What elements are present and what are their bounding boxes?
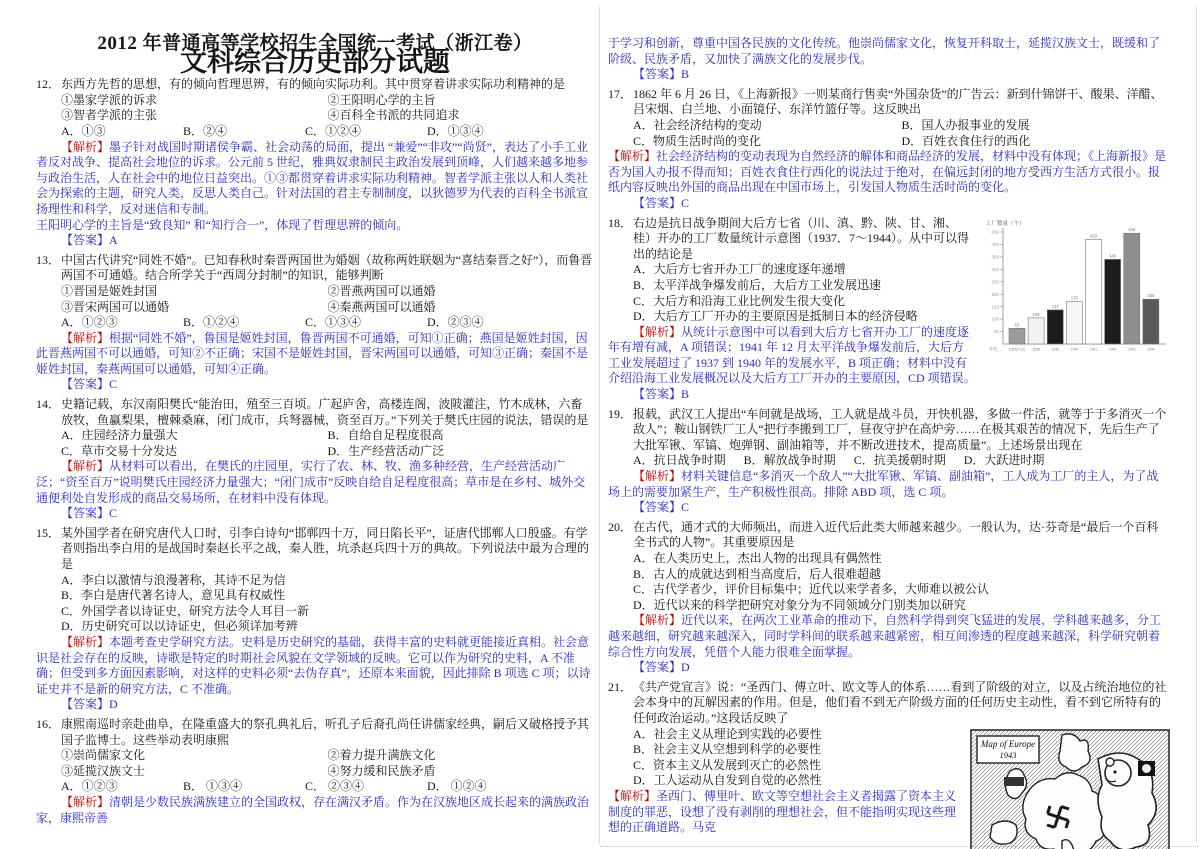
answer-line: [608, 660, 1170, 676]
numbered-option-item: ④努力缓和民族矛盾: [327, 763, 436, 778]
choice-item: C．资本主义从发展到灭亡的必然性: [633, 757, 822, 772]
europe-1943-map-figure: [970, 729, 1170, 849]
choice-item: B．①②④: [183, 315, 240, 330]
chart-text: 340: [1109, 252, 1117, 258]
left-column: [36, 33, 594, 830]
analysis-text: 本题考查史学研究方法。史料是历史研究的基础，获得丰富的史料就更能接近真相。社会意识是社会存在的反映，诗歌是特定的时期社会风貌在文学领域的反映。它可以作为研究的史料，A 不准确；但受到多方面因素影响，对这样的史料必须“去伪存真”，还原本来面貌，因此排除 B 项选 C 项；以诗证史并不是新的研究方法，C 不准确。: [36, 634, 591, 696]
choice-list: [608, 118, 1170, 149]
question-stem-text: 右边是抗日战争期间大后方七省（川、滇、黔、陕、甘、湘、桂）开办的工厂数量统计示意图（1937．7～1944）。从中可以得出的结论是: [633, 215, 970, 261]
question-stem: [36, 397, 594, 428]
chart-text: 300: [991, 266, 999, 272]
question-16: [36, 717, 594, 826]
choice-list: [36, 428, 594, 459]
answer-value: C: [681, 500, 690, 515]
map-caption-line1: Map of Europe: [980, 738, 1036, 749]
numbered-option-item: ③智者学派的主张: [61, 108, 158, 123]
analysis-text: 墨子针对战国时期诸侯争霸、社会动荡的局面，提出 “兼爱”“非攻”“尚贤”，表达了小手工业者反对战争、提高社会地位的诉求。公元前 5 世纪，雅典奴隶制民主政治发展到顶峰，人们越来越多地参与政治生活，人在社会中的地位日益突出。①③都贯穿着讲求实际功利精神。智者学派主张以人和人类社会为探索的主题，研究人类，反思人类自己。针对法国的君主专制制度，以狄德罗为代表的百科全书派宣扬理性和科学，反对迷信和专制。: [36, 139, 589, 216]
answer-label: 【答案】: [633, 195, 682, 210]
choice-list: [36, 124, 594, 140]
answer-label: 【答案】: [633, 500, 682, 515]
chart-text: 180: [1147, 292, 1155, 298]
chart-bar-1941: [1086, 239, 1102, 344]
map-portrait-face: [1142, 764, 1151, 773]
choice-list: [36, 573, 594, 635]
chart-text: 50: [993, 328, 999, 334]
chart-text: 250: [991, 278, 999, 284]
analysis-label: 【解析】: [61, 139, 110, 154]
choice-item: C．古代学者少，评价目标集中；近代以来学者多，大师难以被公认: [633, 582, 990, 597]
numbered-options: [36, 748, 594, 779]
analysis-paragraph: [608, 36, 1170, 67]
numbered-option-item: ①晋国是姬姓封国: [61, 283, 158, 298]
chart-text: 1942: [1108, 347, 1117, 352]
exam-title: 2012 年普通高等学校招生全国统一考试（浙江卷）: [97, 33, 533, 54]
chart-text: 1940: [1070, 347, 1079, 352]
question-number: 15．: [36, 525, 61, 540]
choice-item: A．社会经济结构的变动: [633, 117, 762, 132]
analysis-label: 【解析】: [608, 788, 657, 803]
numbered-option-item: ④百科全书派的共同追求: [327, 108, 460, 123]
numbered-option-item: ②晋燕两国可以通婚: [327, 283, 436, 298]
chart-axis: [1003, 228, 1166, 344]
answer-value: B: [681, 67, 690, 82]
question-number: 14．: [36, 397, 61, 412]
analysis-label: 【解析】: [61, 330, 110, 345]
choice-item: A．①②③: [61, 315, 118, 330]
map-bear-ear: [1106, 758, 1114, 766]
analysis-label: 【解析】: [61, 459, 110, 474]
analysis-text: 清朝是少数民族满族建立的全国政权，存在满汉矛盾。作为在汉族地区成长起来的满族政治家，康熙帝善: [36, 794, 590, 825]
chart-bar-1937(7-12): [1009, 328, 1025, 344]
question-number: 20．: [608, 519, 633, 534]
choice-item: D．②③④: [427, 315, 484, 330]
question-number: 17．: [608, 86, 633, 101]
question-number: 18．: [608, 215, 633, 230]
chart-bar-1943: [1124, 233, 1140, 344]
chart-bar-1944: [1143, 299, 1159, 344]
analysis-paragraph: [608, 149, 1170, 196]
analysis-paragraph: [36, 635, 594, 697]
chart-text: 1938: [1032, 347, 1040, 352]
numbered-options: [36, 284, 594, 315]
choice-list: [36, 779, 594, 795]
analysis-text: 根据“同姓不婚”，鲁国是姬姓封国，鲁晋两国不可通婚，可知①正确；燕国是姬姓封国，因此晋燕两国不可以通婚，可知②不正确；宋国不是姬姓封国，晋宋两国可以通婚，可知③正确；秦国不是姬姓封国，秦燕两国可以通婚，可知④正确。: [36, 330, 589, 376]
analysis-text: 王阳明心学的主旨是“致良知” 和“知行合一”，体现了哲理思辨的倾向。: [36, 217, 409, 232]
answer-value: D: [109, 697, 118, 712]
chart-text: 150: [991, 303, 999, 309]
question-stem-text: 东西方先哲的思想，有的倾向哲理思辨，有的倾向实际功利。其中贯穿着讲求实际功利精神的是: [61, 77, 566, 92]
chart-text: 105: [1032, 311, 1040, 317]
choice-item: B．古人的成就达到相当高度后，后人很难超越: [633, 566, 882, 581]
chart-bar-1938: [1028, 317, 1044, 343]
choice-item: D． ①②④: [427, 779, 487, 794]
chart-text: 1943: [1127, 347, 1136, 352]
choice-item: D．百姓衣食住行的西化: [901, 133, 1031, 148]
choice-list: [608, 453, 1170, 469]
answer-value: A: [109, 233, 118, 248]
answer-value: C: [109, 377, 118, 392]
answer-label: 【答案】: [61, 506, 110, 521]
question-stem: [36, 526, 594, 573]
chart-text: 445: [1128, 226, 1136, 232]
question-stem: [608, 520, 1170, 551]
map-caption-line2: 1943: [999, 749, 1017, 760]
chart-text: 170: [1070, 295, 1078, 301]
analysis-paragraph: [36, 331, 594, 378]
question-number: 21．: [608, 679, 633, 694]
chart-text: 400: [991, 241, 999, 247]
choice-item: D．①③④: [427, 123, 484, 138]
question-stem-text: 中国古代讲究“同姓不婚”。已知春秋时秦晋两国世为婚姻（故称两姓联姻为“喜结秦晋之好”），而鲁晋两国不可通婚。结合所学关于“西周分封制”的知识，能够判断: [61, 252, 593, 283]
chart-text: 420: [1090, 232, 1097, 238]
question-stem: [36, 717, 594, 748]
numbered-option-item: ①墨家学派的诉求: [61, 92, 158, 107]
question-stem-text: 《共产党宣言》说：“圣西门、傅立叶、欧文等人的体系……看到了阶级的对立，以及占统治地位的社会本身中的瓦解因素的作用。但是，他们看不到无产阶级方面的任何历史主动性，看不到它所特有的任何政治运动。”这段话反映了: [633, 679, 1167, 725]
question-stem: [608, 87, 1170, 118]
left-column-flow: [36, 77, 594, 826]
analysis-label: 【解析】: [633, 324, 682, 339]
choice-item: C．①②④: [305, 123, 362, 138]
chart-bar-1939: [1047, 309, 1063, 343]
question-stem-text: 1862 年 6 月 26 日，《上海新报》一则某商行售卖“外国杂货”的广告云：新到什锦饼干、酸果、洋醋、吕宋烟、白兰地、小面镜仔、东洋竹篮仔等。这反映出: [633, 86, 1163, 117]
question-20: [608, 520, 1170, 676]
analysis-paragraph: [36, 459, 594, 506]
choice-list: [36, 315, 594, 331]
analysis-label: 【解析】: [608, 149, 657, 164]
choice-list: [608, 551, 1170, 613]
question-stem-text: 某外国学者在研究唐代人口时，引李白诗句“邯郸四十万，同日陷长平”，证唐代邯郸人口殷盛。有学者则指出李白用的是战国时秦赵长平之战，秦人胜，坑杀赵兵四十万的典故。下列说法中最为合理的是: [61, 525, 590, 571]
factory-count-chart-figure: [982, 216, 1170, 366]
question-stem-text: 康熙南巡时亲赴曲阜，在隆重盛大的祭孔典礼后，听孔子后裔孔尚任讲儒家经典，嗣后又破格授予其国子监博士。这些举动表明康熙: [61, 716, 590, 747]
answer-label: 【答案】: [61, 377, 110, 392]
analysis-text: 从材料可以看出，在樊氏的庄园里，实行了农、林、牧、渔多种经营，生产经营活动广泛；“资至百万”说明樊氏庄园经济力量强大；“闭门成市”反映自给自足程度很高；草市是在乡村、城外交通便利处自发形成的商品交易场所，在材料中没有体现。: [36, 459, 586, 505]
chart-text: 1937(7-12): [1008, 347, 1026, 352]
question-stem: [36, 77, 594, 93]
analysis-text: 从统计示意图中可以看到大后方七省开办工厂的速度逐年有增有减，A 项错误；1941 年 12 月太平洋战争爆发前后，大后方工业发展超过了 1937 到 1940 年的发展水平，B 项正确；材料中没有介绍沿海工业发展概况以及大后方工厂开办的主要原因，CD 项错误。: [608, 324, 976, 386]
question-stem-text: 史籍记载，东汉南阳樊氏“能治田，殖至三百顷。广起庐舍，高楼连阁，波陂灌注，竹木成林，六畜放牧，鱼蠃梨果，檀棘桑麻，闭门成市，兵弩器械，资至百万。”下列关于樊氏庄园的说法，错误的是: [61, 397, 589, 427]
choice-item: C．抗美援朝时期: [853, 453, 946, 468]
analysis-text: 材料关键信息“多消灭一个敌人”“大批军锹、军镐、副油箱”，工人成为工厂的主人，为了战场上的需要加紧生产，生产积极性很高。排除 ABD 项，选 C 项。: [608, 469, 1159, 499]
analysis-text: 圣西门、傅里叶、欧文等空想社会主义者揭露了资本主义制度的罪恶，设想了没有剥削的理想社会，但不能指明实现这些理想的正确道路。马克: [608, 788, 957, 835]
factory-count-chart: [982, 216, 1170, 366]
chart-text: 1939: [1051, 347, 1060, 352]
answer-label: 【答案】: [61, 233, 110, 248]
chart-text: 1944: [1147, 347, 1155, 352]
chart-text: 工厂数量（个）: [986, 220, 1025, 227]
question-stem: [608, 680, 1170, 727]
analysis-paragraph: [36, 140, 594, 218]
choice-item: C．①③④: [305, 315, 362, 330]
answer-label: 【答案】: [633, 67, 682, 82]
question-12: [36, 77, 594, 249]
question-number: 13．: [36, 252, 61, 267]
question-14: [36, 397, 594, 522]
chart-text: 350: [991, 254, 999, 260]
answer-line: [36, 233, 594, 249]
answer-line: [608, 67, 1170, 83]
numbered-option-item: ②着力提升满族文化: [327, 748, 436, 763]
question-number: 16．: [36, 716, 61, 731]
chart-bar-1942: [1105, 259, 1121, 344]
map-bear-eye: [1113, 770, 1116, 773]
analysis-paragraph: [608, 613, 1170, 660]
choice-item: A．社会主义从理论到实践的必要性: [633, 726, 822, 741]
choice-item: A．在人类历史上，杰出人物的出现具有偶然性: [633, 551, 882, 565]
column-divider: [599, 6, 600, 843]
choice-item: C．大后方和沿海工业比例发生很大变化: [633, 293, 846, 308]
choice-item: D．生产经营活动广泛: [327, 443, 445, 458]
answer-line: [36, 506, 594, 522]
answer-value: C: [109, 506, 118, 521]
chart-bar-1940: [1066, 301, 1082, 343]
question-number: 12．: [36, 77, 61, 92]
chart-text: 450: [991, 229, 999, 235]
right-column: [608, 36, 1170, 849]
choice-item: B．李白是唐代著名诗人，意见具有权威性: [61, 588, 286, 603]
choice-item: A．①②③: [61, 779, 118, 794]
question-13: [36, 253, 594, 393]
analysis-label: 【解析】: [633, 613, 682, 628]
choice-item: B．国人办报事业的发展: [901, 117, 1030, 132]
numbered-option-item: ②王阳明心学的主旨: [327, 92, 436, 107]
choice-item: C．物质生活时尚的变化: [633, 133, 762, 148]
choice-item: A．抗日战争时期: [633, 453, 726, 468]
chart-text: 137: [1051, 303, 1059, 309]
choice-item: D．历史研究可以以诗证史，但必须详加考辨: [61, 619, 298, 634]
numbered-option-item: ①崇尚儒家文化: [61, 748, 146, 763]
choice-item: D．大跃进时期: [963, 453, 1045, 468]
question-stem: [608, 407, 1170, 454]
chart-text: 63: [1014, 321, 1020, 327]
chart-text: 年代: [989, 346, 998, 352]
analysis-paragraph: [36, 218, 594, 234]
answer-label: 【答案】: [633, 387, 682, 402]
choice-item: D．工人运动从自发到自觉的必然性: [633, 773, 822, 788]
analysis-label: 【解析】: [61, 634, 110, 649]
choice-item: B．太平洋战争爆发前后，大后方工业发展迅速: [633, 277, 882, 292]
analysis-text: 社会经济结构的变动表现为自然经济的解体和商品经济的发展，材料中没有体现；《上海新报》是否为国人办报不得而知；百姓衣食住行西化的说法过于绝对，在偏远封闭的地方受西方生活方式很小。报纸内容反映出外国的商品出现在中国市场上，引发国人物质生活时尚的变化。: [608, 149, 1167, 195]
analysis-paragraph: [608, 469, 1170, 500]
analysis-label: 【解析】: [633, 469, 682, 484]
analysis-label: 【解析】: [61, 794, 110, 809]
question-16-cont: [608, 36, 1170, 83]
choice-item: B．②④: [183, 123, 228, 138]
choice-item: B． ①③④: [183, 779, 243, 794]
question-stem: [36, 253, 594, 284]
choice-item: A．大后方七省开办工厂的速度逐年递增: [633, 262, 846, 277]
answer-line: [608, 387, 1170, 403]
numbered-option-item: ④秦燕两国可以通婚: [327, 299, 436, 314]
numbered-option-item: ③晋宋两国可以通婚: [61, 299, 170, 314]
question-stem-text: 报载，武汉工人提出“车间就是战场，工人就是战斗员，开快机器，多做一件活，就等于于多消灭一个敌人”；鞍山钢铁厂工人“把行李搬到工厂，昼夜守护在高炉旁……在极其艰苦的情况下，先后生产了大批军锹、军镐、炮弹钢、副油箱等，并不断改进技术，提高质量”。上述场景出现在: [633, 406, 1167, 452]
analysis-text: 近代以来，在两次工业革命的推动下，自然科学得到突飞猛进的发展，学科越来越多，分工越来越细，研究越来越深入，同时学科间的联系越来越紧密，相互间渗透的程度越来越深，科学研究朝着综合性方向发展，凭借个人能力很难全面掌握。: [608, 613, 1162, 659]
question-number: 19．: [608, 406, 633, 421]
right-column-flow: [608, 36, 1170, 836]
exam-subtitle: 文科综合历史部分试题: [180, 46, 450, 77]
question-18: [608, 216, 1170, 403]
question-17: [608, 87, 1170, 212]
analysis-paragraph: [36, 795, 594, 826]
chart-text: 100: [991, 316, 999, 322]
choice-item: D．近代以来的科学把研究对象分为不同领域分门别类加以研究: [633, 597, 966, 612]
chart-text: 1941: [1089, 347, 1098, 352]
answer-line: [608, 500, 1170, 516]
answer-value: B: [681, 387, 690, 402]
choice-item: C． ②③④: [305, 779, 365, 794]
numbered-option-item: ③延揽汉族文士: [61, 763, 146, 778]
answer-value: C: [681, 195, 690, 210]
question-stem-text: 在古代，通才式的大师频出，而进入近代后此类大师越来越少。一般认为，达·芬奇是“最后一个百科全书式的人物”。其重要原因是: [633, 519, 1159, 550]
page-edge-divider: [1196, 6, 1197, 843]
answer-value: D: [681, 660, 690, 675]
map-britain-flag: [1004, 777, 1024, 786]
question-15: [36, 526, 594, 713]
answer-line: [36, 377, 594, 393]
choice-item: C．草市交易十分发达: [61, 443, 178, 458]
answer-label: 【答案】: [61, 697, 110, 712]
choice-item: A．李白以激情与浪漫著称，其诗不足为信: [61, 572, 286, 587]
europe-1943-map-image: [970, 729, 1170, 849]
question-19: [608, 407, 1170, 516]
map-iberia: [990, 821, 1017, 844]
answer-line: [608, 196, 1170, 212]
choice-item: B．社会主义从空想到科学的必要性: [633, 742, 822, 757]
question-21: [608, 680, 1170, 836]
analysis-text: 于学习和创新，尊重中国各民族的文化传统。他崇尚儒家文化，恢复开科取士，延揽汉族文士，既缓和了阶级、民族矛盾，又加快了满族文化的发展步伐。: [608, 36, 1161, 66]
chart-text: 200: [991, 291, 999, 297]
numbered-options: [36, 93, 594, 124]
choice-item: C．外国学者以诗证史，研究方法令人耳目一新: [61, 603, 310, 618]
choice-item: B．解放战争时期: [743, 453, 836, 468]
choice-item: B．自给自足程度很高: [327, 428, 444, 443]
answer-line: [36, 697, 594, 713]
choice-item: A．庄园经济力量强大: [61, 428, 178, 443]
choice-item: D．大后方工厂开办的主要原因是抵制日本的经济侵略: [633, 309, 918, 324]
choice-item: A．①③: [61, 123, 106, 138]
answer-label: 【答案】: [633, 660, 682, 675]
